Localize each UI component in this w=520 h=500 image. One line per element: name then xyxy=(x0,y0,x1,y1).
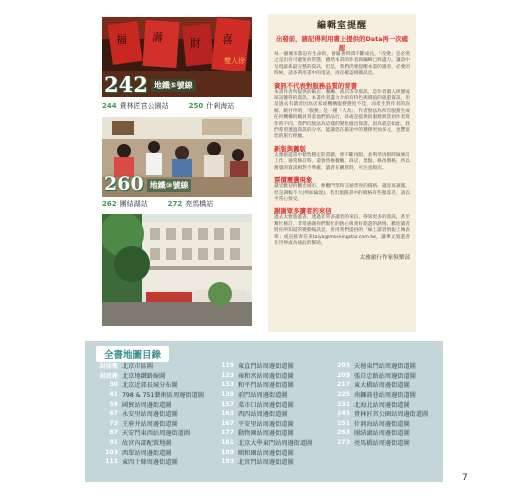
page-number: 7 xyxy=(462,473,468,483)
index-row[interactable]: 67 永安里站周邊街道圖 xyxy=(109,410,178,419)
index-row[interactable]: 273 亮馬橋站周邊街道圖 xyxy=(337,439,410,448)
caption-item: 262 團結湖站 xyxy=(102,200,148,208)
photo-calligraphy-stall xyxy=(102,17,252,97)
index-row[interactable]: 263 團結湖站周邊街道圖 xyxy=(337,429,410,438)
svg-text:福: 福 xyxy=(116,33,127,46)
index-row[interactable]: 225 南鑼鼓巷站周邊街道圖 xyxy=(337,391,416,400)
section-body-thanks: 過去太雅旅遊書，透過非常多讀者的來信，得知更多的資訊，甚至幫忙修訂，非常感謝你們幫忙的熱心與愛好旅遊的熱情。歡迎讀者將你所知道的變動後訊息，善用我們提供的「線上讀者情報上傳表單」或直接寄信來taiya@morningstar.com.tw，讓華文旅遊者在世界成為彼此的幫助。 xyxy=(274,215,410,246)
index-row[interactable]: 41 798 & 751藝術區周邊街道圖 xyxy=(109,391,204,400)
editor-note-subtitle: 出發前，請記得利用書上提供的Data再一次確認 xyxy=(275,35,408,52)
index-row[interactable]: 217 東大橋站周邊街道圖 xyxy=(337,381,410,390)
index-row[interactable]: 87 天安門東西站周邊街道圖 xyxy=(109,429,191,438)
section-body-prices: 越受歡迎的觀光城市，參觀門票和交通票券的價格，越容易調漲，但是調幅不大(例如倫敦)，若出現跟書中的價格有些微落差，請以平常心接受。 xyxy=(274,184,410,202)
index-row[interactable]: 189 頤和園站周邊街道圖 xyxy=(221,448,294,457)
index-column-3 xyxy=(327,361,439,447)
svg-text:壽: 壽 xyxy=(152,31,163,44)
index-column-2 xyxy=(211,361,323,467)
editor-signature: 太雅旅行作家俱樂部 xyxy=(359,255,410,262)
map-index-title: 全書地圖目錄 xyxy=(96,346,169,362)
line-label: 地鐵⑩號線 xyxy=(147,179,192,192)
caption-item: 244 貴林匠宮公園站 xyxy=(102,102,169,110)
index-row[interactable]: 203 天壇東門站周邊街道圖 xyxy=(337,362,416,371)
index-row[interactable]: 103 西單站周邊街道圖 xyxy=(105,448,172,457)
section-heading-endorsement: 資訊不代表對服務品質的背書 xyxy=(274,81,358,90)
section-heading-editions: 新版與舊版 xyxy=(274,144,306,153)
index-row[interactable]: 163 西四站周邊街道圖 xyxy=(221,410,288,419)
index-row[interactable]: 157 菜市口站周邊街道圖 xyxy=(221,400,294,409)
editor-note-intro: 每一個城市都是有生命的，會隨著時間不斷成長，「改變」是必然之是出有可避免的常態，雖然本書的作者與編輯已經盡力，讓書中呈現最新最完整的資訊，但是，我們仍要提醒本書的讀者，必要的時候，請多利用書中的電話，再次確認相關訊息。 xyxy=(274,52,410,77)
svg-text:喜: 喜 xyxy=(222,33,233,46)
caption-item: 272 亮馬橋站 xyxy=(167,200,214,208)
caption-row-1 xyxy=(102,101,234,111)
index-row[interactable]: 209 張自忠路站周邊街道圖 xyxy=(337,371,416,380)
index-row[interactable]: 封面裡 北京市區圖 xyxy=(99,363,153,371)
index-row[interactable]: 111 東四十條周邊街道圖 xyxy=(105,458,178,467)
section-heading-prices: 票價震盪現象 xyxy=(274,176,313,185)
index-row[interactable]: 119 東直門站周邊街道圖 xyxy=(221,362,294,371)
photo-restaurant xyxy=(102,117,252,197)
index-row[interactable]: 139 前門站周邊街道圖 xyxy=(221,391,288,400)
index-row[interactable]: 177 動物園站周邊街道圖 xyxy=(221,429,294,438)
line-5-banner xyxy=(102,72,196,97)
section-body-endorsement: 本書作者所提供的飯店、餐廳、商店等等資訊，是作者個人經歷或採訪獲得的資訊。本書作者盡力介紹有特色與價值的旅遊資訊，但是過去有讀者因為店家或機構服務態度不佳，而產生對作者的誤解。敝社申明，「服務」是一種「人為」，作者無法為所有服務生或任何機構的職員背書他們的品行，甚或是提供的服務與當初作者寫作時不同，我們均無法為這樣的變化做出保證。因為就是如此，我們希望透過資訊的分享，能讓您在旅途中的選擇更加多元，也豐富您的旅行經驗。 xyxy=(274,89,410,140)
index-row[interactable]: 91 故宮內部配置地圖 xyxy=(109,439,172,448)
page-number-242: 242 xyxy=(104,72,148,97)
section-heading-thanks: 謝謝眾多讀者的來信 xyxy=(274,207,332,216)
index-column-1 xyxy=(95,361,207,467)
caption-row-2 xyxy=(102,199,213,209)
sign-text: 雙人徐 xyxy=(224,57,245,65)
index-row[interactable]: 30 北京近郊長城分布圖 xyxy=(109,381,178,390)
index-row[interactable]: 167 平安里站周邊街道圖 xyxy=(221,419,294,428)
index-row[interactable]: 245 貴林匠宮公園站周邊街道圖 xyxy=(337,410,429,419)
index-row[interactable]: 封底裡 北京地鐵路線圖 xyxy=(99,372,166,380)
line-10-banner xyxy=(102,175,191,194)
section-body-editions: 太雅旅遊書中銷售穩定的書籍，會不斷再版，並利用再版時做修訂工作。通常修訂時，還會替換餐廳、商店、景點，修改價格，所以舊版的資訊相對不準確，讀者在購買時，可注意版次。 xyxy=(274,152,410,171)
index-row[interactable]: 193 北宮門站周邊街道圖 xyxy=(221,458,294,467)
index-row[interactable]: 133 和平門站周邊街道圖 xyxy=(221,381,294,390)
page-number-260: 260 xyxy=(104,173,144,195)
line-label: 地鐵⑤號線 xyxy=(151,79,196,92)
caption-item: 250 什剎海站 xyxy=(188,102,235,110)
index-row[interactable]: 251 什剎海站周邊街道圖 xyxy=(337,419,410,428)
index-row[interactable]: 181 北京大學東門站周邊街道圖 xyxy=(221,439,313,448)
map-index-panel xyxy=(85,341,443,482)
editor-note-title: 編輯室提醒 xyxy=(316,21,367,31)
index-row[interactable]: 231 北海北站周邊街道圖 xyxy=(337,400,410,409)
index-row[interactable]: 123 雍和宮站周邊街道圖 xyxy=(221,371,294,380)
svg-text:財: 財 xyxy=(190,37,201,50)
photo-courtyard-building xyxy=(102,214,252,326)
index-row[interactable]: 73 王府井站周邊街道圖 xyxy=(109,419,178,428)
editor-note-panel xyxy=(268,14,416,332)
index-row[interactable]: 59 國貿站周邊街道圖 xyxy=(109,400,172,409)
